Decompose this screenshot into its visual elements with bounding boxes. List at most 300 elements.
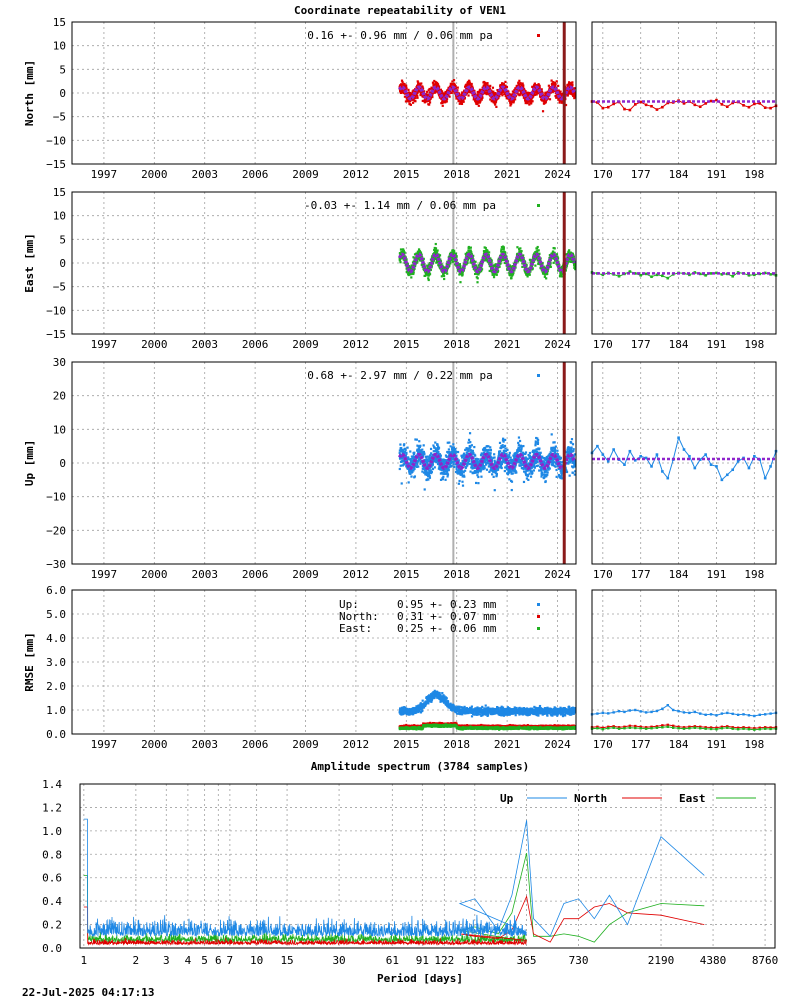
panel-east <box>23 186 777 351</box>
x-tick-label: 2018 <box>443 338 470 351</box>
data-point <box>519 93 521 95</box>
data-point <box>476 281 478 283</box>
data-point <box>489 85 491 87</box>
data-point <box>423 453 425 455</box>
data-point <box>512 472 514 474</box>
legend-marker <box>537 34 540 37</box>
x-tick-label: 2021 <box>494 338 521 351</box>
data-point <box>453 250 455 252</box>
data-point <box>500 248 502 250</box>
data-point <box>511 481 513 483</box>
data-point <box>462 485 464 487</box>
data-point <box>529 259 531 261</box>
data-point <box>519 247 521 249</box>
y-tick-label: −10 <box>46 134 66 147</box>
data-point <box>509 452 511 454</box>
data-point <box>452 463 454 465</box>
data-point <box>463 100 465 102</box>
data-point <box>452 443 454 445</box>
data-point <box>520 448 522 450</box>
data-point <box>399 443 401 445</box>
x-tick-label: 191 <box>707 338 727 351</box>
data-point <box>537 246 539 248</box>
data-point <box>423 444 425 446</box>
data-point <box>493 453 495 455</box>
y-tick-label: −5 <box>53 281 66 294</box>
x-tick-label: 191 <box>707 168 727 181</box>
data-point <box>490 449 492 451</box>
data-point <box>534 265 536 267</box>
y-tick-label: 20 <box>53 390 66 403</box>
data-point <box>481 452 483 454</box>
data-point <box>444 479 446 481</box>
recent-point <box>710 272 713 275</box>
timeseries-panels <box>23 16 777 751</box>
y-tick-label: −30 <box>46 558 66 571</box>
data-point <box>494 489 496 491</box>
data-point <box>400 248 402 250</box>
x-tick-label: 198 <box>744 568 764 581</box>
data-point <box>523 481 525 483</box>
data-point <box>463 476 465 478</box>
recent-point <box>666 277 669 280</box>
data-point <box>457 87 459 89</box>
data-point <box>478 105 480 107</box>
data-point <box>561 275 563 277</box>
data-point <box>484 467 486 469</box>
data-point <box>491 473 493 475</box>
y-tick-label: 30 <box>53 356 66 369</box>
data-point <box>496 473 498 475</box>
data-point <box>513 100 515 102</box>
data-point <box>486 82 488 84</box>
x-tick-label: 2003 <box>191 338 218 351</box>
data-point <box>419 445 421 447</box>
x-tick-label: 2024 <box>544 338 571 351</box>
data-point <box>441 275 443 277</box>
data-point <box>453 79 455 81</box>
data-point <box>525 451 527 453</box>
data-point <box>504 439 506 441</box>
data-point <box>459 263 461 265</box>
data-point <box>503 450 505 452</box>
data-point <box>416 95 418 97</box>
data-point <box>529 274 531 276</box>
data-point <box>471 444 473 446</box>
data-point <box>546 273 548 275</box>
data-point <box>554 247 556 249</box>
y-tick-label: 10 <box>53 40 66 53</box>
recent-point <box>650 105 653 108</box>
data-point <box>520 250 522 252</box>
x-tick-label: 1997 <box>91 168 118 181</box>
x-tick-label: 2018 <box>443 568 470 581</box>
x-tick-label: 2009 <box>292 568 319 581</box>
data-point <box>545 277 547 279</box>
y-tick-label: 15 <box>53 186 66 199</box>
data-point <box>503 246 505 248</box>
data-point <box>410 475 412 477</box>
data-point <box>469 441 471 443</box>
data-point <box>495 106 497 108</box>
x-tick-label: 170 <box>593 568 613 581</box>
data-point <box>477 458 479 460</box>
data-point <box>477 482 479 484</box>
data-point <box>442 478 444 480</box>
data-point <box>494 103 496 105</box>
data-point <box>413 468 415 470</box>
data-point <box>448 441 450 443</box>
x-tick-label: 191 <box>707 568 727 581</box>
figure-title: Coordinate repeatability of VEN1 <box>294 4 506 17</box>
data-point <box>469 432 471 434</box>
data-point <box>418 440 420 442</box>
data-point <box>571 81 573 83</box>
data-point <box>495 100 497 102</box>
panel-north <box>23 16 777 181</box>
data-point <box>414 100 416 102</box>
y-axis-label: East [mm] <box>23 233 36 293</box>
data-point <box>510 457 512 459</box>
data-point <box>442 476 444 478</box>
y-tick-label: 10 <box>53 210 66 223</box>
data-point <box>428 279 430 281</box>
y-tick-label: 0 <box>59 87 66 100</box>
data-point <box>457 451 459 453</box>
data-point <box>452 261 454 263</box>
x-tick-label: 2009 <box>292 338 319 351</box>
x-tick-label: 198 <box>744 168 764 181</box>
data-point <box>474 455 476 457</box>
data-point <box>400 465 402 467</box>
data-point <box>424 488 426 490</box>
x-tick-label: 2006 <box>242 168 269 181</box>
recent-point <box>661 274 664 277</box>
x-tick-label: 2018 <box>443 168 470 181</box>
data-point <box>420 82 422 84</box>
data-point <box>410 276 412 278</box>
recent-point <box>656 108 659 111</box>
x-tick-label: 1997 <box>91 338 118 351</box>
y-axis-label: Up [mm] <box>23 440 36 486</box>
y-tick-label: 0 <box>59 257 66 270</box>
data-point <box>461 103 463 105</box>
data-point <box>406 447 408 449</box>
recent-point <box>607 106 610 109</box>
data-point <box>453 466 455 468</box>
x-tick-label: 1997 <box>91 568 118 581</box>
data-point <box>429 101 431 103</box>
y-tick-label: −10 <box>46 491 66 504</box>
recent-point <box>710 100 713 103</box>
data-point <box>405 452 407 454</box>
data-point <box>486 469 488 471</box>
data-point <box>461 273 463 275</box>
recent-point <box>629 109 632 112</box>
data-point <box>557 85 559 87</box>
data-point <box>399 452 401 454</box>
data-point <box>416 439 418 441</box>
x-tick-label: 2009 <box>292 168 319 181</box>
data-point <box>493 456 495 458</box>
data-point <box>448 448 450 450</box>
x-tick-label: 2000 <box>141 568 168 581</box>
data-point <box>405 449 407 451</box>
data-point <box>437 249 439 251</box>
x-tick-label: 177 <box>631 568 651 581</box>
data-point <box>414 475 416 477</box>
y-tick-label: −15 <box>46 328 66 341</box>
x-tick-label: 2015 <box>393 338 420 351</box>
data-point <box>517 442 519 444</box>
y-tick-label: −20 <box>46 524 66 537</box>
y-tick-label: 15 <box>53 16 66 29</box>
data-point <box>501 94 503 96</box>
x-tick-label: 2012 <box>343 168 370 181</box>
data-point <box>446 273 448 275</box>
data-point <box>510 103 512 105</box>
x-tick-label: 170 <box>593 338 613 351</box>
recent-point <box>769 107 772 110</box>
data-point <box>432 464 434 466</box>
x-tick-label: 2021 <box>494 168 521 181</box>
data-point <box>477 476 479 478</box>
data-point <box>399 261 401 263</box>
data-point <box>499 442 501 444</box>
data-point <box>416 463 418 465</box>
x-tick-label: 2003 <box>191 568 218 581</box>
data-point <box>486 93 488 95</box>
data-point <box>464 470 466 472</box>
data-point <box>556 80 558 82</box>
y-tick-label: 5 <box>59 63 66 76</box>
data-point <box>502 444 504 446</box>
x-tick-label: 2024 <box>544 568 571 581</box>
data-point <box>459 281 461 283</box>
x-tick-label: 170 <box>593 168 613 181</box>
data-point <box>430 448 432 450</box>
data-point <box>485 247 487 249</box>
data-point <box>568 249 570 251</box>
data-point <box>518 436 520 438</box>
data-point <box>458 480 460 482</box>
data-point <box>480 476 482 478</box>
data-point <box>504 445 506 447</box>
x-tick-label: 184 <box>669 338 689 351</box>
data-point <box>510 277 512 279</box>
data-point <box>437 451 439 453</box>
stat-summary: -0.03 +- 1.14 mm / 0.06 mm pa <box>304 199 496 212</box>
data-point <box>446 100 448 102</box>
y-axis-label: North [mm] <box>23 60 36 126</box>
panel-up <box>23 356 777 581</box>
data-point <box>571 84 573 86</box>
data-point <box>504 81 506 83</box>
data-point <box>508 454 510 456</box>
data-point <box>468 439 470 441</box>
y-tick-label: 5 <box>59 233 66 246</box>
x-tick-label: 184 <box>669 568 689 581</box>
data-point <box>510 470 512 472</box>
y-tick-label: −15 <box>46 158 66 171</box>
data-point <box>447 473 449 475</box>
data-point <box>399 468 401 470</box>
data-point <box>456 468 458 470</box>
recent-point <box>623 108 626 111</box>
data-point <box>467 94 469 96</box>
data-point <box>438 447 440 449</box>
recent-point <box>699 105 702 108</box>
x-tick-label: 2000 <box>141 338 168 351</box>
data-point <box>458 483 460 485</box>
data-point <box>499 450 501 452</box>
data-point <box>522 445 524 447</box>
x-tick-label: 2015 <box>393 168 420 181</box>
data-point <box>428 88 430 90</box>
data-point <box>558 101 560 103</box>
x-tick-label: 2000 <box>141 168 168 181</box>
data-point <box>496 274 498 276</box>
data-point <box>416 97 418 99</box>
data-point <box>461 481 463 483</box>
data-point <box>567 94 569 96</box>
data-point <box>488 251 490 253</box>
data-point <box>472 450 474 452</box>
data-point <box>429 477 431 479</box>
x-tick-label: 2006 <box>242 338 269 351</box>
data-point <box>401 482 403 484</box>
data-point <box>407 89 409 91</box>
data-point <box>410 104 412 106</box>
data-point <box>522 82 524 84</box>
recent-point <box>764 106 767 109</box>
data-point <box>469 470 471 472</box>
data-point <box>443 278 445 280</box>
data-point <box>559 91 561 93</box>
data-point <box>490 452 492 454</box>
data-point <box>531 100 533 102</box>
data-point <box>409 450 411 452</box>
data-point <box>519 440 521 442</box>
data-point <box>471 83 473 85</box>
data-point <box>506 449 508 451</box>
data-point <box>492 91 494 93</box>
y-tick-label: 0 <box>59 457 66 470</box>
data-point <box>443 473 445 475</box>
data-point <box>502 438 504 440</box>
recent-point <box>612 103 615 106</box>
data-point <box>405 85 407 87</box>
data-point <box>555 83 557 85</box>
recent-point <box>645 104 648 107</box>
recent-point <box>731 275 734 278</box>
x-tick-label: 198 <box>744 338 764 351</box>
data-point <box>470 247 472 249</box>
data-point <box>550 266 552 268</box>
data-point <box>542 110 544 112</box>
data-point <box>454 448 456 450</box>
data-point <box>455 450 457 452</box>
x-tick-label: 2024 <box>544 168 571 181</box>
data-point <box>473 446 475 448</box>
x-tick-label: 177 <box>631 338 651 351</box>
data-point <box>548 85 550 87</box>
data-point <box>527 275 529 277</box>
recent-point <box>661 106 664 109</box>
data-point <box>421 449 423 451</box>
data-point <box>431 471 433 473</box>
recent-point <box>726 105 729 108</box>
model-curve <box>400 255 575 272</box>
data-point <box>504 447 506 449</box>
data-point <box>475 482 477 484</box>
data-point <box>504 470 506 472</box>
data-point <box>538 249 540 251</box>
x-tick-label: 2006 <box>242 568 269 581</box>
data-point <box>448 469 450 471</box>
x-tick-label: 2015 <box>393 568 420 581</box>
data-point <box>471 467 473 469</box>
data-point <box>448 96 450 98</box>
data-point <box>434 441 436 443</box>
x-tick-label: 2012 <box>343 338 370 351</box>
data-point <box>434 466 436 468</box>
data-point <box>446 456 448 458</box>
data-point <box>429 273 431 275</box>
data-point <box>435 247 437 249</box>
y-tick-label: 10 <box>53 423 66 436</box>
x-tick-label: 184 <box>669 168 689 181</box>
data-point <box>408 481 410 483</box>
recent-point <box>753 103 756 106</box>
data-point <box>492 87 494 89</box>
recent-point <box>721 103 724 106</box>
x-tick-label: 2021 <box>494 568 521 581</box>
data-point <box>515 471 517 473</box>
data-point <box>477 277 479 279</box>
x-tick-label: 2012 <box>343 568 370 581</box>
data-point <box>440 455 442 457</box>
data-point <box>518 80 520 82</box>
data-point <box>488 449 490 451</box>
data-point <box>428 104 430 106</box>
data-point <box>522 84 524 86</box>
data-point <box>549 98 551 100</box>
data-point <box>414 97 416 99</box>
recent-point <box>650 275 653 278</box>
x-tick-label: 2003 <box>191 168 218 181</box>
data-point <box>435 243 437 245</box>
recent-point <box>694 104 697 107</box>
data-point <box>442 105 444 107</box>
data-point <box>413 452 415 454</box>
recent-point <box>618 275 621 278</box>
data-point <box>417 466 419 468</box>
data-point <box>403 443 405 445</box>
data-point <box>446 475 448 477</box>
data-point <box>407 458 409 460</box>
data-point <box>404 96 406 98</box>
data-point <box>451 465 453 467</box>
stat-summary: 0.16 +- 0.96 mm / 0.06 mm pa <box>307 29 492 42</box>
legend-marker <box>537 204 540 207</box>
data-point <box>493 276 495 278</box>
data-point <box>468 460 470 462</box>
y-tick-label: −10 <box>46 304 66 317</box>
data-point <box>553 262 555 264</box>
recent-point <box>748 106 751 109</box>
data-point <box>443 275 445 277</box>
